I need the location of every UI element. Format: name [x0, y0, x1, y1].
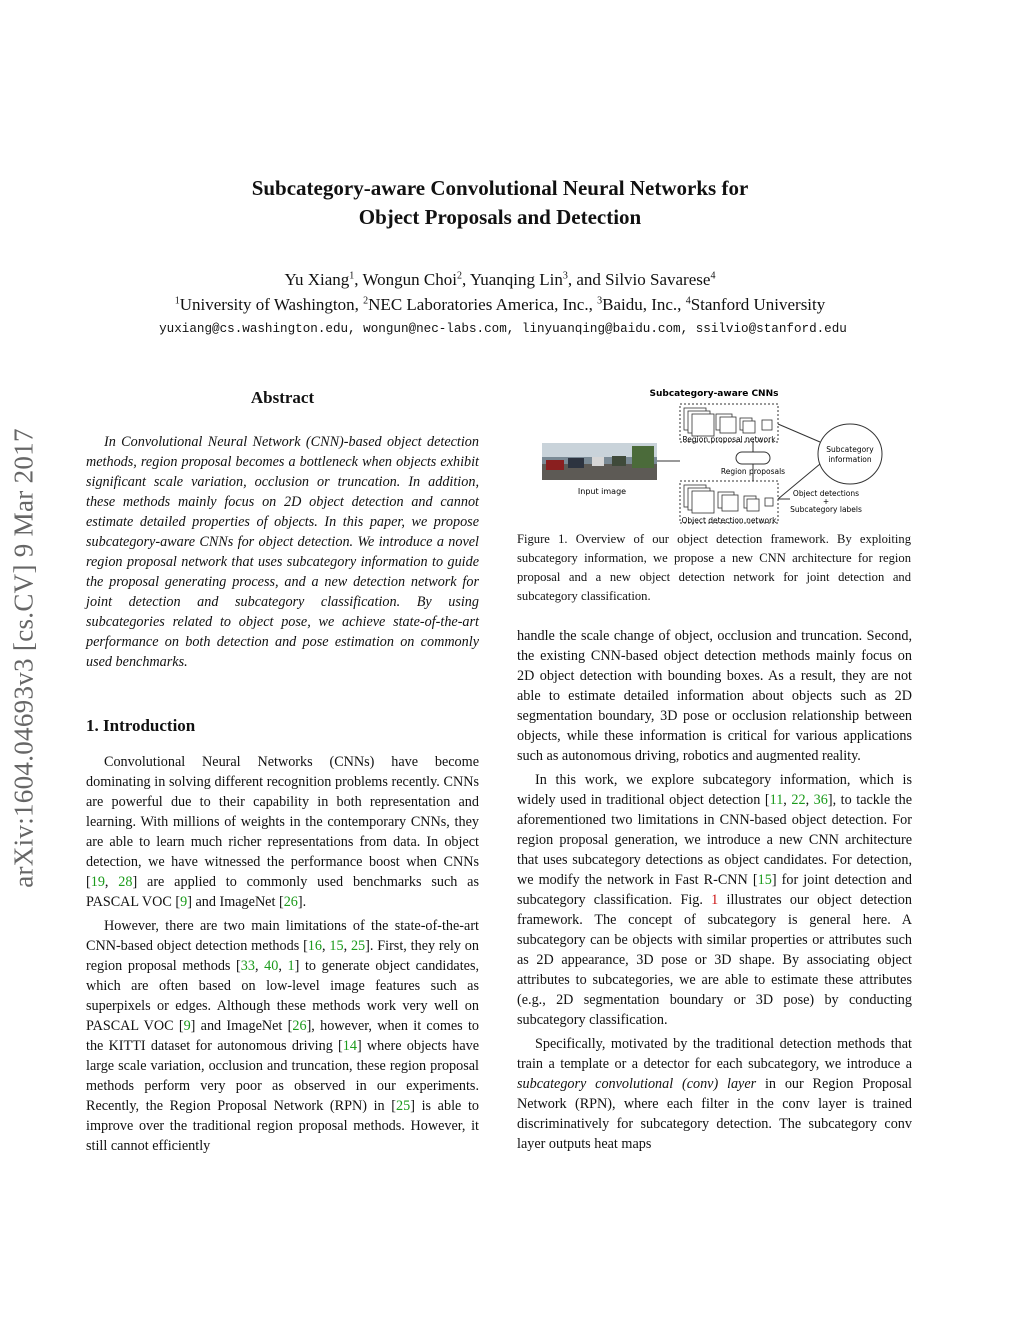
text-run: ] are applied to commonly used benchmarks such as PASCAL VOC [: [86, 874, 479, 910]
subcategory-text-1: Subcategory: [826, 445, 874, 454]
figure-1-diagram: [540, 384, 912, 526]
proposals-shape: [736, 452, 770, 464]
intro-paragraph-1: [86, 752, 479, 912]
author-sup: 4: [710, 270, 716, 282]
text-run: illustrates our object detection framework. The concept of subcategory is general here. A subcategory can be objects with similar properties or attributes such as 2D appearance, 3D pose or 3D shape. By associating object attributes to subcategories, we are able to estimate these attributes (e.g., 2D segmentation boundary or 3D pose) by conducting subcategory classification.: [517, 892, 912, 1028]
arxiv-id: arXiv:1604.04693v3 [cs.CV] 9 Mar 2017: [8, 428, 39, 888]
emphasis-term: subcategory convolutional (conv) layer: [517, 1076, 757, 1092]
affiliation: Stanford University: [690, 295, 826, 314]
figure-ref-link[interactable]: 1: [711, 892, 719, 908]
figure-title: Subcategory-aware CNNs: [649, 389, 779, 399]
text-run: ] to generate object candidates, which are often based on low-level image features such as superpixels or edges. Although these methods work very well on PASCAL VOC [: [86, 958, 480, 1034]
affiliation: NEC Laboratories America, Inc.,: [368, 295, 598, 314]
citation-link[interactable]: 40: [264, 958, 279, 974]
text-run: ] where objects have large scale variation, occlusion and truncation, these region proposal methods perform very poor as observed in our experiments. Recently, the Region Proposal Network (RPN) in [: [86, 1038, 480, 1114]
text-run: However, there are two main limitations of the state-of-the-art CNN-based object detection methods [: [86, 918, 479, 954]
subcategory-circle: [818, 424, 882, 484]
detection-layers: [684, 485, 773, 513]
citation-link[interactable]: 9: [183, 1018, 191, 1034]
text-run: in our Region Proposal Network (RPN), where each filter in the conv layer is trained discriminatively for subcategory detection. The subcategory conv layer outputs heat maps: [517, 1076, 912, 1152]
aff-sup: 4: [685, 295, 691, 307]
output-plus: +: [822, 497, 830, 506]
aff-sup: 1: [174, 295, 180, 307]
paper-title: [0, 174, 1000, 232]
citation-link[interactable]: 9: [180, 894, 188, 910]
proposals-label: Region proposals: [720, 467, 786, 476]
text-run: ] and ImageNet [: [187, 894, 284, 910]
text-run: ,: [104, 874, 119, 890]
abstract-body: [86, 432, 479, 672]
figure-1-caption: Figure 1. Overview of our object detection framework. By exploiting subcategory information, we propose a new CNN architecture for region proposal and a new object detection network for joint detection and subcategory classification.: [517, 532, 911, 603]
citation-link[interactable]: 36: [813, 792, 828, 808]
citation-link[interactable]: 22: [791, 792, 806, 808]
abstract-heading: Abstract: [250, 388, 315, 407]
input-image-label: Input image: [577, 487, 627, 496]
text-run: ,: [783, 792, 792, 808]
text-run: ,: [278, 958, 288, 974]
text-run: Specifically, motivated by the traditional detection methods that train a template or a detector for each subcategory, we introduce a: [517, 1036, 912, 1072]
author-list: [0, 268, 1000, 292]
citation-link[interactable]: 33: [240, 958, 255, 974]
citation-link[interactable]: 16: [307, 938, 322, 954]
right-paragraph-2: [517, 770, 912, 1030]
text-run: ], however, when it comes to the KITTI dataset for autonomous driving [: [86, 1018, 479, 1054]
citation-link[interactable]: 26: [283, 894, 298, 910]
citation-link[interactable]: 26: [292, 1018, 307, 1034]
rpn-label: Region proposal network: [682, 435, 776, 444]
intro-paragraph-2: [86, 916, 479, 1156]
author-name: Yu Xiang: [284, 270, 350, 289]
text-run: ] and ImageNet [: [190, 1018, 293, 1034]
title-line-2: Object Proposals and Detection: [358, 205, 642, 229]
text-run: ,: [254, 958, 265, 974]
citation-link[interactable]: 28: [118, 874, 133, 890]
text-run: ,: [805, 792, 814, 808]
right-column-body: [517, 626, 912, 1154]
author-emails: yuxiang@cs.washington.edu, wongun@nec-labs.com, linyuanqing@baidu.com, ssilvio@stanford.edu: [159, 322, 847, 336]
aff-sup: 2: [363, 295, 369, 307]
affiliation: University of Washington,: [179, 295, 364, 314]
text-run: ], to tackle the aforementioned two limitations in CNN-based object detection. For region proposal generation, we introduce a new CNN architecture that uses subcategory detections as object candidates. For detection, we modify the network in Fast R-CNN [: [517, 792, 912, 888]
arxiv-stamp: [8, 358, 40, 958]
citation-link[interactable]: 25: [350, 938, 366, 954]
text-run: ] for joint detection and subcategory classification. Fig.: [517, 872, 913, 908]
text-run: In this work, we explore subcategory information, which is widely used in traditional object detection [: [517, 772, 912, 808]
text-run: Convolutional Neural Networks (CNNs) have become dominating in solving different recognition problems recently. CNNs are powerful due to their capability in both representation and learning. With millions of weights in the contemporary CNNs, they are able to learn much richer representations from data. In object detection, we have witnessed the performance boost when CNNs [: [86, 754, 479, 890]
rpn-layers: [684, 408, 772, 436]
author-sup: 2: [456, 270, 462, 282]
output-text-2: Subcategory labels: [790, 505, 862, 514]
author-sup: 1: [349, 270, 355, 282]
right-paragraph-1: handle the scale change of object, occlusion and truncation. Second, the existing CNN-based object detection methods mainly focus on 2D object detection with bounding boxes. As a result, they are not able to estimate detailed information about objects such as 2D segmentation boundary, 3D pose or occlusion relationship between objects, while these information is critical for various applications such as autonomous driving, robotics and augmented reality.: [517, 628, 912, 764]
author-sup: 3: [562, 270, 568, 282]
section-heading-intro: 1. Introduction: [86, 716, 196, 735]
text-run: ,: [321, 938, 330, 954]
author-name: , and Silvio Savarese: [567, 270, 711, 289]
output-text-1: Object detections: [792, 489, 860, 498]
intro-body: [86, 752, 479, 1156]
abstract-text: In Convolutional Neural Network (CNN)-based object detection methods, region proposal becomes a bottleneck when objects exhibit significant scale variation, occlusion or truncation. In addition, these methods mainly focus on 2D object detection and cannot estimate detailed properties of objects. In this paper, we propose subcategory-aware CNNs for object detection. We introduce a novel region proposal network that uses subcategory information to guide the proposal generating process, and a new detection network for joint detection and subcategory classification. By using subcategories related to object pose, we achieve state-of-the-art performance on both detection and pose estimation on commonly used benchmarks.: [86, 434, 479, 670]
author-name: , Wongun Choi: [354, 270, 457, 289]
text-run: ]. First, they rely on region proposal methods [: [86, 938, 479, 974]
detection-label: Object detection network: [681, 516, 777, 525]
citation-link[interactable]: 15: [329, 938, 344, 954]
title-line-1: Subcategory-aware Convolutional Neural Networks for: [251, 176, 749, 200]
text-run: ,: [343, 938, 351, 954]
citation-link[interactable]: 25: [396, 1098, 411, 1114]
right-paragraph-3: [517, 1034, 912, 1154]
citation-link[interactable]: 19: [90, 874, 105, 890]
citation-link[interactable]: 15: [757, 872, 772, 888]
affiliations: [0, 293, 1000, 317]
citation-link[interactable]: 11: [769, 792, 784, 808]
text-run: ] is able to improve over the traditional region proposal methods. However, it still cannot efficiently: [86, 1098, 479, 1154]
text-run: ].: [297, 894, 307, 910]
input-image: [542, 443, 657, 480]
aff-sup: 3: [597, 295, 603, 307]
subcategory-text-2: information: [828, 455, 872, 464]
citation-link[interactable]: 1: [287, 958, 295, 974]
author-name: , Yuanqing Lin: [461, 270, 563, 289]
citation-link[interactable]: 14: [342, 1038, 357, 1054]
affiliation: Baidu, Inc.,: [602, 295, 686, 314]
